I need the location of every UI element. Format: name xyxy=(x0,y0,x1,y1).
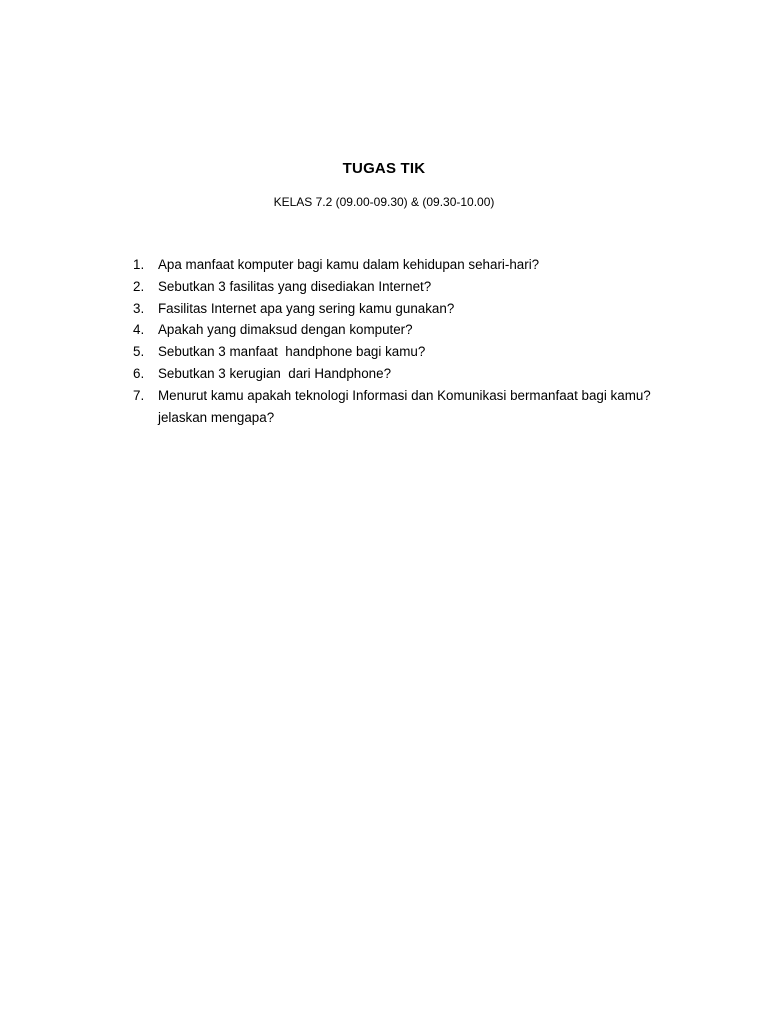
question-text: Sebutkan 3 manfaat handphone bagi kamu? xyxy=(158,344,426,360)
question-text: Sebutkan 3 fasilitas yang disediakan Internet? xyxy=(158,278,432,294)
question-text: Sebutkan 3 kerugian dari Handphone? xyxy=(158,365,392,381)
question-item xyxy=(133,276,693,298)
document-subtitle: KELAS 7.2 (09.00-09.30) & (09.30-10.00) xyxy=(273,195,495,209)
question-number: 3. xyxy=(133,300,145,316)
question-text: Apa manfaat komputer bagi kamu dalam kehidupan sehari-hari? xyxy=(158,257,540,272)
question-item xyxy=(133,363,693,385)
question-number: 1. xyxy=(133,257,145,272)
question-number: 6. xyxy=(133,365,145,381)
question-text: Apakah yang dimaksud dengan komputer? xyxy=(158,322,413,338)
question-number: 4. xyxy=(133,322,145,338)
question-item xyxy=(133,341,693,363)
question-number: 5. xyxy=(133,344,145,360)
document-title: TUGAS TIK xyxy=(342,160,426,177)
question-item xyxy=(133,319,693,341)
question-number: 7. xyxy=(133,387,145,403)
question-list xyxy=(133,254,693,428)
question-number: 2. xyxy=(133,278,145,294)
question-item xyxy=(133,254,693,276)
question-item xyxy=(133,298,693,320)
question-item xyxy=(133,385,693,429)
question-text: Fasilitas Internet apa yang sering kamu gunakan? xyxy=(158,300,455,316)
question-text: Menurut kamu apakah teknologi Informasi dan Komunikasi bermanfaat bagi kamu? jelaskan mengapa? xyxy=(158,387,655,425)
